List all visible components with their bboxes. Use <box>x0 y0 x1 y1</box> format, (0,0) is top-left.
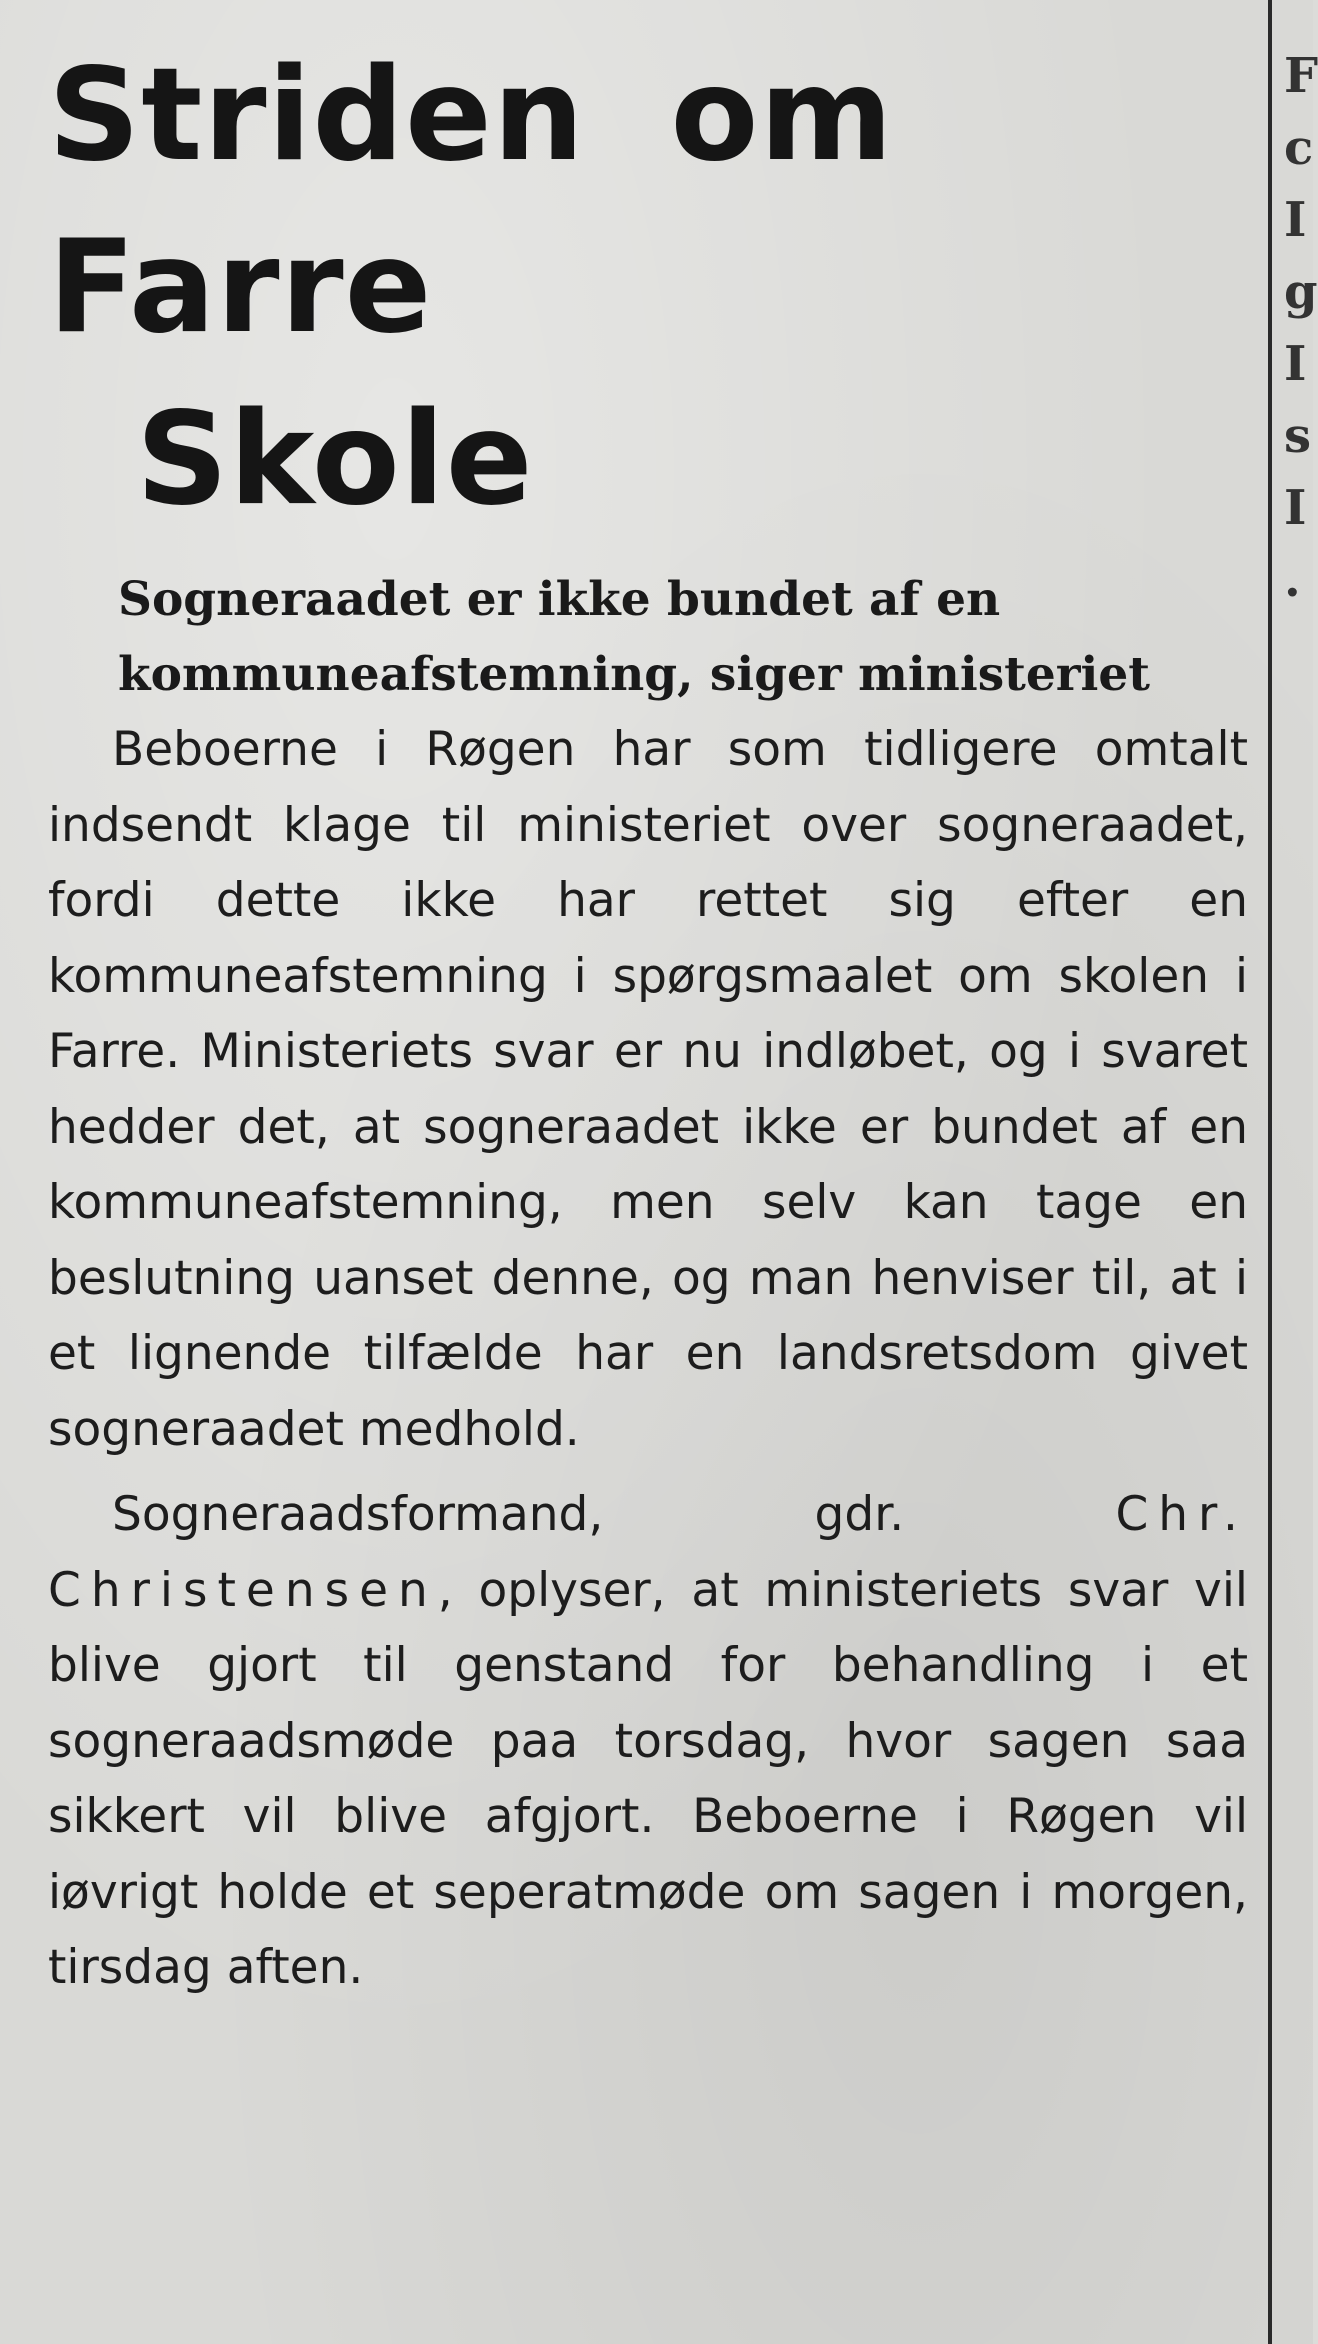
article <box>48 30 1248 2330</box>
adjacent-column-fragment <box>1284 40 1318 2344</box>
paragraph-2-rest: , oplyser, at ministeriets svar vil blive gjort til genstand for behandling i et sogneraadsmøde paa torsdag, hvor sagen saa sikkert vil blive afgjort. Beboerne i Røgen vil iøvrigt holde et seperatmøde om sagen i morgen, tirsdag aften. <box>48 1562 1248 1995</box>
headline-line-1: Striden om Farre <box>48 41 894 362</box>
adjacent-letter: s <box>1284 408 1312 464</box>
adjacent-letter: g <box>1284 264 1318 320</box>
adjacent-letter: I <box>1284 192 1307 248</box>
adjacent-letter: I <box>1284 480 1307 536</box>
headline <box>48 30 1208 546</box>
paragraph-1: Beboerne i Røgen har som tidligere omtalt indsendt klage til ministeriet over sogneraadet, fordi dette ikke har rettet sig efter en kommuneafstemning i spørgsmaalet om skolen i Farre. Ministeriets svar er nu indløbet, og i svaret hedder det, at sogneraadet ikke er bundet af en kommuneafstemning, men selv kan tage en beslutning uanset denne, og man henviser til, at i et lignende tilfælde har en landsretsdom givet sogneraadet medhold. <box>48 722 1248 1457</box>
person-name: Chr. Christensen <box>48 1487 1248 1618</box>
adjacent-letter: I <box>1284 336 1307 392</box>
adjacent-letter: F <box>1284 48 1318 104</box>
headline-line-2: Skole <box>136 385 534 534</box>
subheadline: Sogneraadet er ikke bundet af en kommuneafstemning, siger ministeriet <box>118 572 1151 702</box>
paragraph-2 <box>48 1477 1248 2006</box>
paragraph-2-lead: Sogneraadsformand, gdr. <box>112 1487 905 1542</box>
column-rule <box>1268 0 1272 2344</box>
adjacent-letter: . <box>1284 552 1301 608</box>
adjacent-letter: c <box>1284 120 1314 176</box>
